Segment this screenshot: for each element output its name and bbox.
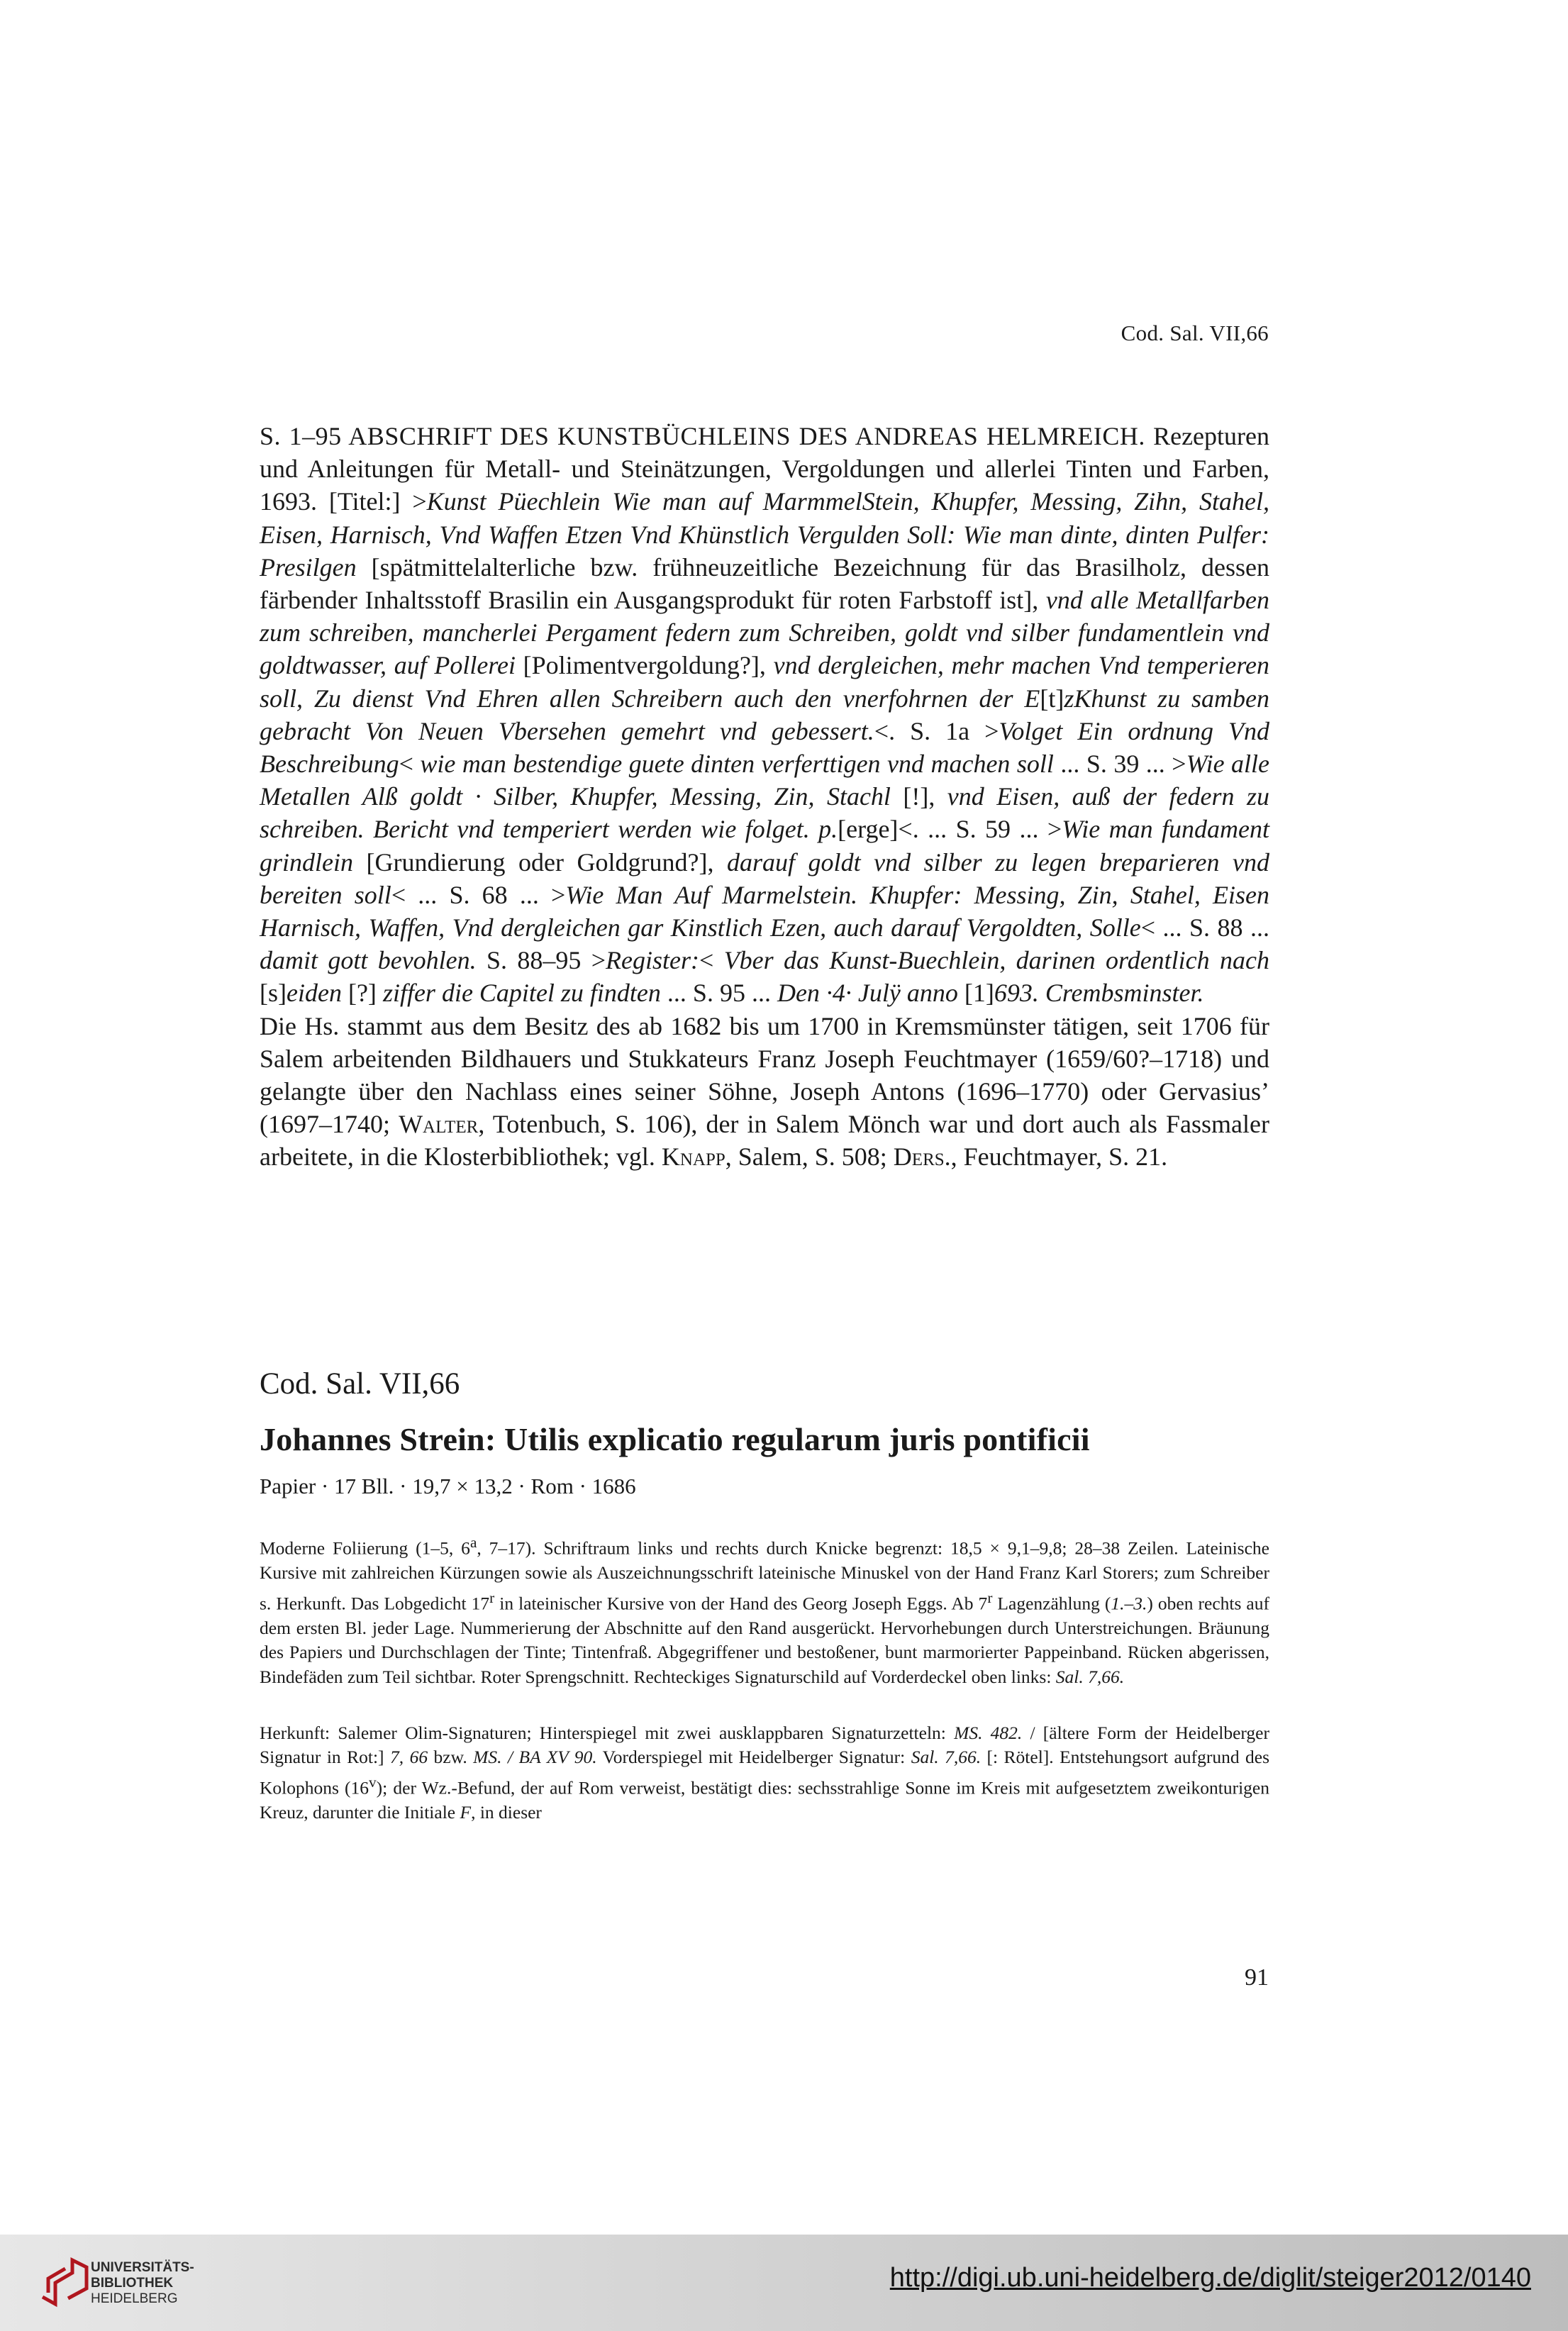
quoted-title: Wie man fundament grindlein xyxy=(260,815,1270,877)
author-citation: Knapp xyxy=(661,1142,725,1172)
library-name xyxy=(91,2260,194,2307)
italic-run: F xyxy=(460,1801,472,1823)
quoted-title: ziffer die Capitel zu findten xyxy=(382,979,661,1008)
superscript: a xyxy=(469,1534,477,1551)
quoted-title: zKhunst zu samben gebracht Von Neuen Vbersehen gemehrt vnd gebessert. xyxy=(260,684,1270,745)
superscript: r xyxy=(489,1589,495,1606)
footer-bar xyxy=(0,2235,1568,2331)
author-citation: Walter xyxy=(399,1110,479,1139)
description-paragraph xyxy=(260,1530,1269,1690)
entry-signature: Cod. Sal. VII,66 xyxy=(260,1367,460,1401)
text-run: ); der Wz.-Befund, der auf Rom verweist, bestätigt dies: sechsstrahlige Sonne im Kreis mit aufgesetztem zweikonturigen Kreuz, darunter die Initiale xyxy=(260,1777,1269,1823)
text-run: < ... S. 68 ... > xyxy=(391,880,566,909)
italic-run: 7, 66 xyxy=(390,1747,428,1768)
origin-paragraph xyxy=(260,1721,1269,1825)
text-run: , Totenbuch, S. 106), der in Salem Mönch war und dort auch als Fassmaler arbeitete, in die Klosterbibliothek; vgl. xyxy=(260,1110,1269,1172)
library-name-line: HEIDELBERG xyxy=(91,2291,178,2306)
text-run: , in dieser xyxy=(471,1801,542,1823)
text-run: ... S. 39 ... > xyxy=(1053,750,1186,779)
italic-run: MS. / BA XV 90. xyxy=(473,1747,597,1768)
previous-entry-continuation xyxy=(260,420,1269,1174)
entry-title: Johannes Strein: Utilis explicatio regularum juris pontificii xyxy=(260,1421,1090,1457)
quoted-title: damit gott bevohlen. xyxy=(260,946,477,975)
italic-run: MS. 482. xyxy=(954,1722,1023,1743)
text-run: S. 88–95 > xyxy=(476,946,606,975)
italic-run: 1.–3. xyxy=(1111,1593,1147,1614)
text-run: [Polimentvergoldung?], xyxy=(515,651,774,680)
quoted-title: vnd Eisen, auß der federn zu schreiben. Bericht vnd temperiert werden wie folget. p. xyxy=(260,782,1269,844)
text-run: / [ältere Form der Heidelberger Signatur in Rot:] xyxy=(260,1722,1269,1768)
quoted-title: eiden xyxy=(287,979,342,1008)
text-run: < xyxy=(699,946,724,975)
italic-run: Sal. 7,66. xyxy=(911,1747,982,1768)
provenance-paragraph xyxy=(260,1010,1269,1174)
text-run: [!], xyxy=(890,782,947,811)
library-logo-icon xyxy=(37,2254,92,2310)
text-run: ... S. 95 ... xyxy=(660,979,777,1008)
text-run: <. S. 1a > xyxy=(874,716,999,745)
superscript: v xyxy=(369,1773,377,1791)
text-run: Die Hs. stammt aus dem Besitz des ab 1682 bis um 1700 in Kremsmünster tätigen, seit 1706 für Salem arbeitenden Bildhauers und Stukkateurs Franz Joseph Feuchtmayer (1659/60?–1718) und gelangte über den Nachlass eines seiner Söhne, Joseph Antons (1696–1770) oder Gervasius’ (1697–1740; xyxy=(260,1011,1269,1139)
permalink-url[interactable]: http://digi.ub.uni-heidelberg.de/diglit/steiger2012/0140 xyxy=(889,2263,1531,2293)
text-run: [erge]<. ... S. 59 ... > xyxy=(838,815,1062,844)
text-run: ) oben rechts auf dem ersten Bl. jeder Lage. Nummerierung der Abschnitte auf den Rand ausgerückt. Hervorhebungen durch Unterstreichungen. Bräunung des Papiers und Durchschlagen der Tinte; Tintenfraß. Abgegriffener und bestoßener, bunt marmorierter Pappeinband. Rücken abgerissen, Bindefäden zum Teil sichtbar. Roter Sprengschnitt. Rechteckiges Signaturschild auf Vorderdeckel oben links: xyxy=(260,1593,1269,1687)
section-heading: S. 1–95 ABSCHRIFT DES KUNSTBÜCHLEINS DES ANDREAS HELMREICH. xyxy=(260,422,1145,450)
quoted-title: Den ·4· Julÿ anno xyxy=(777,979,958,1008)
library-name-line: BIBLIOTHEK xyxy=(91,2276,174,2291)
text-run: Moderne Foliierung (1–5, 6 xyxy=(260,1537,470,1559)
text-run: Lagenzählung ( xyxy=(992,1593,1111,1614)
quoted-title: Volget Ein ordnung Vnd Beschreibung xyxy=(260,716,1270,779)
page-number: 91 xyxy=(1245,1964,1269,1991)
text-run: [: Rötel]. Entstehungsort aufgrund des Kolophons (16 xyxy=(260,1747,1270,1798)
quoted-title: vnd alle Metallfarben zum schreiben, mancherlei Pergament federn zum Schreiben, goldt vnd silber fundamentlein vnd goldtwasser, auf Pollerei xyxy=(260,586,1269,680)
quoted-title: Wie alle Metallen Alß goldt · Silber, Khupfer, Messing, Zin, Stachl xyxy=(260,750,1269,811)
text-run: bzw. xyxy=(428,1747,474,1768)
quoted-title: vnd dergleichen, mehr machen Vnd temperieren soll, Zu dienst Vnd Ehren allen Schreibern auch den vnerfohrnen der E xyxy=(260,651,1269,713)
quoted-title: Kunst Püechlein Wie man auf MarmmelStein, Khupfer, Messing, Zihn, Stahel, Eisen, Harnisch, Vnd Waffen Etzen Vnd Khünstlich Vergulden Soll: Wie man dinte, dinten Pulfer: Presilgen xyxy=(260,487,1269,582)
text-run: in lateinischer Kursive von der Hand des Georg Joseph Eggs. Ab 7 xyxy=(494,1593,988,1614)
text-run: < xyxy=(399,750,421,779)
italic-run: Sal. 7,66. xyxy=(1055,1666,1125,1687)
quoted-title: 693. Crembsminster. xyxy=(994,979,1204,1008)
text-run: Herkunft: Salemer Olim-Signaturen; Hinterspiegel mit zwei ausklappbaren Signaturzetteln: xyxy=(260,1722,955,1743)
text-run: , Salem, S. 508; xyxy=(725,1142,894,1172)
quoted-title: Wie Man Auf Marmelstein. Khupfer: Messing, Zin, Stahel, Eisen Harnisch, Waffen, Vnd dergleichen gar Kinstlich Ezen, auch darauf Vergoldten, Solle xyxy=(260,880,1269,942)
text-run: Rezepturen und Anleitungen für Metall- und Steinätzungen, Vergoldungen und allerlei Tinten und Farben, 1693. [Titel:] > xyxy=(260,422,1269,516)
text-run: Vorderspiegel mit Heidelberger Signatur: xyxy=(596,1747,911,1768)
text-run: < ... S. 88 ... xyxy=(1140,913,1269,942)
superscript: r xyxy=(987,1589,993,1606)
catalog-entry xyxy=(260,1364,1269,1825)
text-run: ., Feuchtmayer, S. 21. xyxy=(944,1142,1168,1172)
entry-physical-data: Papier · 17 Bll. · 19,7 × 13,2 · Rom · 1686 xyxy=(260,1474,636,1498)
text-run: [1] xyxy=(957,979,994,1008)
running-head: Cod. Sal. VII,66 xyxy=(1121,321,1269,345)
text-run: [?] xyxy=(341,979,383,1008)
text-run: , 7–17). Schriftraum links und rechts durch Knicke begrenzt: 18,5 × 9,1–9,8; 28–38 Zeilen. Lateinische Kursive mit zahlreichen Kürzungen sowie als Auszeichnungsschrift lateinische Minuskel von der Hand Franz Karl Storers; zum Schreiber s. Herkunft. Das Lobgedicht 17 xyxy=(260,1537,1269,1614)
library-name-line: UNIVERSITÄTS- xyxy=(91,2260,194,2275)
text-run: [s] xyxy=(260,979,287,1008)
author-citation: Ders xyxy=(893,1142,945,1172)
text-run: [spätmittelalterliche bzw. frühneuzeitliche Bezeichnung für das Brasilholz, dessen färbender Inhaltsstoff Brasilin ein Ausgangsprodukt für roten Farbstoff ist], xyxy=(260,552,1269,615)
quoted-title: darauf goldt vnd silber zu legen breparieren vnd bereiten soll xyxy=(260,847,1269,909)
content-paragraph xyxy=(260,420,1269,1010)
text-run: [Grundierung oder Goldgrund?], xyxy=(353,847,728,877)
quoted-title: Register: xyxy=(606,946,700,975)
text-run: [t] xyxy=(1040,684,1064,713)
quoted-title: Vber das Kunst-Buechlein, darinen ordentlich nach xyxy=(723,946,1269,975)
quoted-title: wie man bestendige guete dinten verferttigen vnd machen soll xyxy=(420,750,1054,779)
